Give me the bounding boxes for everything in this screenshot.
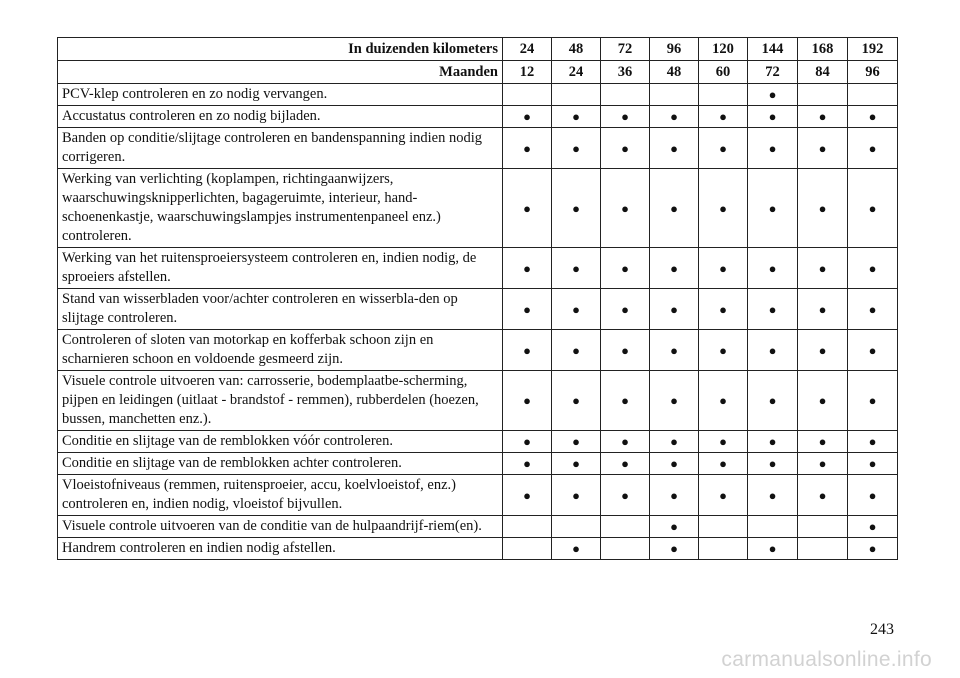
service-dot: ● bbox=[848, 516, 898, 538]
service-dot: ● bbox=[552, 248, 601, 289]
task-description: Conditie en slijtage van de remblokken achter controleren. bbox=[58, 453, 503, 475]
header-months-value: 72 bbox=[748, 61, 798, 84]
empty-cell bbox=[552, 516, 601, 538]
service-dot: ● bbox=[650, 538, 699, 560]
service-dot: ● bbox=[848, 289, 898, 330]
service-dot: ● bbox=[601, 475, 650, 516]
service-dot: ● bbox=[748, 169, 798, 248]
empty-cell bbox=[503, 538, 552, 560]
service-dot: ● bbox=[699, 330, 748, 371]
table-body bbox=[58, 38, 898, 560]
service-dot: ● bbox=[552, 371, 601, 431]
service-dot: ● bbox=[503, 431, 552, 453]
service-dot: ● bbox=[748, 431, 798, 453]
service-dot: ● bbox=[699, 289, 748, 330]
header-months-value: 48 bbox=[650, 61, 699, 84]
header-row-km bbox=[58, 38, 898, 61]
service-dot: ● bbox=[798, 475, 848, 516]
service-dot: ● bbox=[503, 330, 552, 371]
service-dot: ● bbox=[748, 371, 798, 431]
service-dot: ● bbox=[503, 169, 552, 248]
service-dot: ● bbox=[848, 475, 898, 516]
service-dot: ● bbox=[650, 453, 699, 475]
service-dot: ● bbox=[748, 289, 798, 330]
watermark-text: carmanualsonline.info bbox=[721, 648, 932, 671]
header-km-value: 48 bbox=[552, 38, 601, 61]
task-description: Visuele controle uitvoeren van: carrosserie, bodemplaatbe-scherming, pijpen en leidingen (uitlaat - brandstof - remmen), rubberdelen (hoezen, bussen, manchetten enz.). bbox=[58, 371, 503, 431]
service-dot: ● bbox=[699, 371, 748, 431]
table-row bbox=[58, 516, 898, 538]
service-dot: ● bbox=[798, 453, 848, 475]
empty-cell bbox=[601, 538, 650, 560]
table-row bbox=[58, 84, 898, 106]
header-km-value: 24 bbox=[503, 38, 552, 61]
service-dot: ● bbox=[601, 289, 650, 330]
table-row bbox=[58, 248, 898, 289]
task-description: Werking van verlichting (koplampen, richtingaanwijzers, waarschuwingsknipperlichten, bagageruimte, interieur, hand-schoenenkastje, waarschuwingslampjes instrumentenpaneel enz.) controleren. bbox=[58, 169, 503, 248]
service-dot: ● bbox=[699, 248, 748, 289]
service-dot: ● bbox=[552, 289, 601, 330]
service-dot: ● bbox=[798, 431, 848, 453]
service-dot: ● bbox=[503, 248, 552, 289]
service-dot: ● bbox=[650, 169, 699, 248]
service-dot: ● bbox=[848, 371, 898, 431]
table-row bbox=[58, 106, 898, 128]
service-dot: ● bbox=[748, 330, 798, 371]
header-km-value: 192 bbox=[848, 38, 898, 61]
service-dot: ● bbox=[699, 169, 748, 248]
service-dot: ● bbox=[552, 128, 601, 169]
service-dot: ● bbox=[748, 106, 798, 128]
service-dot: ● bbox=[601, 371, 650, 431]
header-months-value: 60 bbox=[699, 61, 748, 84]
service-dot: ● bbox=[650, 106, 699, 128]
table-row bbox=[58, 330, 898, 371]
service-dot: ● bbox=[503, 453, 552, 475]
service-dot: ● bbox=[848, 106, 898, 128]
service-dot: ● bbox=[848, 169, 898, 248]
empty-cell bbox=[503, 84, 552, 106]
table-row bbox=[58, 475, 898, 516]
maintenance-schedule-table bbox=[57, 37, 898, 560]
service-dot: ● bbox=[552, 330, 601, 371]
service-dot: ● bbox=[748, 453, 798, 475]
service-dot: ● bbox=[699, 475, 748, 516]
service-dot: ● bbox=[748, 84, 798, 106]
page-number: 243 bbox=[870, 621, 894, 638]
empty-cell bbox=[699, 84, 748, 106]
empty-cell bbox=[798, 84, 848, 106]
table-row bbox=[58, 289, 898, 330]
header-km-value: 96 bbox=[650, 38, 699, 61]
task-description: Banden op conditie/slijtage controleren en bandenspanning indien nodig corrigeren. bbox=[58, 128, 503, 169]
service-dot: ● bbox=[601, 169, 650, 248]
service-dot: ● bbox=[552, 538, 601, 560]
header-months-value: 36 bbox=[601, 61, 650, 84]
service-dot: ● bbox=[798, 289, 848, 330]
service-dot: ● bbox=[552, 106, 601, 128]
service-dot: ● bbox=[699, 453, 748, 475]
service-dot: ● bbox=[503, 475, 552, 516]
service-dot: ● bbox=[848, 330, 898, 371]
service-dot: ● bbox=[601, 248, 650, 289]
service-dot: ● bbox=[503, 371, 552, 431]
service-dot: ● bbox=[650, 516, 699, 538]
empty-cell bbox=[798, 516, 848, 538]
header-months-value: 12 bbox=[503, 61, 552, 84]
service-dot: ● bbox=[503, 128, 552, 169]
service-dot: ● bbox=[650, 128, 699, 169]
service-dot: ● bbox=[848, 538, 898, 560]
service-dot: ● bbox=[503, 106, 552, 128]
empty-cell bbox=[552, 84, 601, 106]
table-row bbox=[58, 453, 898, 475]
service-dot: ● bbox=[552, 169, 601, 248]
service-dot: ● bbox=[848, 453, 898, 475]
task-description: Visuele controle uitvoeren van de conditie van de hulpaandrijf-riem(en). bbox=[58, 516, 503, 538]
table-row bbox=[58, 371, 898, 431]
service-dot: ● bbox=[748, 475, 798, 516]
empty-cell bbox=[699, 516, 748, 538]
service-dot: ● bbox=[650, 371, 699, 431]
task-description: PCV-klep controleren en zo nodig vervangen. bbox=[58, 84, 503, 106]
service-dot: ● bbox=[650, 248, 699, 289]
empty-cell bbox=[601, 84, 650, 106]
service-dot: ● bbox=[601, 330, 650, 371]
empty-cell bbox=[798, 538, 848, 560]
service-dot: ● bbox=[601, 128, 650, 169]
task-description: Controleren of sloten van motorkap en kofferbak schoon zijn en scharnieren schoon en voldoende gesmeerd zijn. bbox=[58, 330, 503, 371]
header-km-value: 144 bbox=[748, 38, 798, 61]
table-row bbox=[58, 538, 898, 560]
task-description: Werking van het ruitensproeiersysteem controleren en, indien nodig, de sproeiers afstellen. bbox=[58, 248, 503, 289]
table-row bbox=[58, 431, 898, 453]
service-dot: ● bbox=[601, 431, 650, 453]
header-km-value: 168 bbox=[798, 38, 848, 61]
empty-cell bbox=[601, 516, 650, 538]
header-km-value: 72 bbox=[601, 38, 650, 61]
header-km-value: 120 bbox=[699, 38, 748, 61]
table-row bbox=[58, 169, 898, 248]
service-dot: ● bbox=[601, 453, 650, 475]
service-dot: ● bbox=[650, 475, 699, 516]
service-dot: ● bbox=[798, 128, 848, 169]
header-km-label: In duizenden kilometers bbox=[58, 38, 503, 61]
header-row-months bbox=[58, 61, 898, 84]
task-description: Stand van wisserbladen voor/achter controleren en wisserbla-den op slijtage controleren. bbox=[58, 289, 503, 330]
task-description: Vloeistofniveaus (remmen, ruitensproeier, accu, koelvloeistof, enz.) controleren en, indien nodig, vloeistof bijvullen. bbox=[58, 475, 503, 516]
service-dot: ● bbox=[650, 289, 699, 330]
service-dot: ● bbox=[748, 248, 798, 289]
header-months-value: 24 bbox=[552, 61, 601, 84]
task-description: Accustatus controleren en zo nodig bijladen. bbox=[58, 106, 503, 128]
service-dot: ● bbox=[748, 128, 798, 169]
service-dot: ● bbox=[699, 106, 748, 128]
service-dot: ● bbox=[798, 371, 848, 431]
header-months-value: 96 bbox=[848, 61, 898, 84]
empty-cell bbox=[699, 538, 748, 560]
table-row bbox=[58, 128, 898, 169]
empty-cell bbox=[848, 84, 898, 106]
service-dot: ● bbox=[848, 248, 898, 289]
service-dot: ● bbox=[699, 431, 748, 453]
empty-cell bbox=[650, 84, 699, 106]
service-dot: ● bbox=[552, 453, 601, 475]
service-dot: ● bbox=[748, 538, 798, 560]
task-description: Conditie en slijtage van de remblokken vóór controleren. bbox=[58, 431, 503, 453]
service-dot: ● bbox=[552, 431, 601, 453]
service-dot: ● bbox=[552, 475, 601, 516]
task-description: Handrem controleren en indien nodig afstellen. bbox=[58, 538, 503, 560]
service-dot: ● bbox=[798, 169, 848, 248]
header-months-label: Maanden bbox=[58, 61, 503, 84]
header-months-value: 84 bbox=[798, 61, 848, 84]
empty-cell bbox=[748, 516, 798, 538]
empty-cell bbox=[503, 516, 552, 538]
service-dot: ● bbox=[798, 248, 848, 289]
service-dot: ● bbox=[798, 106, 848, 128]
service-dot: ● bbox=[650, 330, 699, 371]
service-dot: ● bbox=[848, 431, 898, 453]
service-dot: ● bbox=[601, 106, 650, 128]
service-dot: ● bbox=[848, 128, 898, 169]
service-dot: ● bbox=[503, 289, 552, 330]
service-dot: ● bbox=[798, 330, 848, 371]
service-dot: ● bbox=[650, 431, 699, 453]
service-dot: ● bbox=[699, 128, 748, 169]
